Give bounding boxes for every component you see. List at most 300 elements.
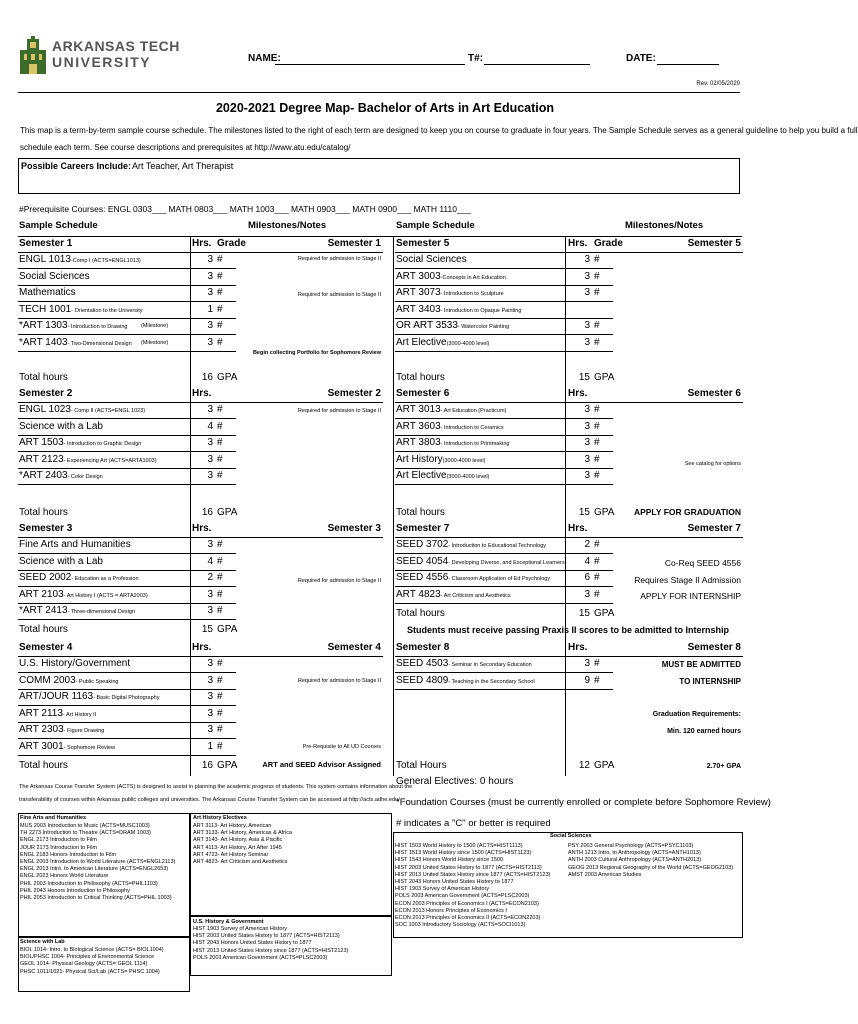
sem1-gpa: GPA: [217, 372, 238, 383]
sem4-note: Required for admission to Stage II: [297, 678, 381, 684]
sem5-course-1[interactable]: [396, 269, 506, 285]
sem1-course-0[interactable]: [19, 252, 141, 268]
sem2-hrs-4: 3: [207, 470, 213, 482]
course-desc: - Art Criticism and Aesthetics: [440, 592, 511, 599]
sem4-hrs-1: 3: [207, 674, 213, 686]
sem6-course-2[interactable]: [396, 435, 509, 451]
sem2-grade-3[interactable]: #: [217, 453, 223, 465]
sem1-note: Begin collecting Portfolio for Sophomore Review: [252, 350, 381, 356]
sem8-grade-1[interactable]: #: [594, 674, 600, 686]
sem8-total: 12: [578, 760, 590, 771]
sem1-hrs-4: 3: [207, 320, 213, 332]
grade-indicator-note: # indicates a "C" or better is required: [396, 818, 551, 829]
sem6-grade-4[interactable]: #: [594, 470, 600, 482]
list-item: HIST 2003 United States History to 1877 (ACTS=HIST2113): [193, 933, 340, 940]
acts-note-line1: The Arkansas Course Transfer System (ACTS) is designed to assist in planning the academic progress of students. This system contains information about the: [19, 784, 413, 790]
university-logo: [18, 36, 48, 74]
sem1-course-1[interactable]: [19, 269, 90, 285]
sem3-grade-2[interactable]: #: [217, 572, 223, 584]
science-box: [18, 937, 190, 992]
sem7-gpa: GPA: [594, 608, 615, 619]
sem1-course-3[interactable]: [19, 302, 142, 318]
list-item: POLS 2003 American Government (ACTS=PLSC2003): [395, 893, 530, 900]
course-code: ART 3803: [396, 437, 441, 449]
row-line: [18, 351, 236, 352]
t-number-field[interactable]: [484, 64, 590, 65]
sem5-grade-header: Grade: [594, 238, 623, 249]
list-item: ART 3133- Art History, Americas & Africa: [193, 830, 293, 837]
list-item: HIST 2013 United States History since 1877 (ACTS=HIST2123): [193, 947, 349, 954]
course-code: OR ART 3533: [396, 320, 458, 332]
sem7-note: Requires Stage II Admission: [634, 575, 741, 585]
sem6-course-0[interactable]: [396, 402, 506, 418]
sem3-course-3[interactable]: [19, 587, 148, 603]
course-code: Science with a Lab: [19, 555, 103, 567]
sem8-label: Semester 8: [396, 642, 450, 653]
course-code: SEED 4503: [396, 658, 449, 669]
row-line: [18, 619, 236, 620]
course-code: Art Elective: [396, 470, 447, 482]
course-code: Fine Arts and Humanities: [19, 539, 131, 550]
sem2-note: Required for admission to Stage II: [297, 408, 381, 414]
list-item: ENGL 2023 Honors World Literature: [20, 873, 109, 880]
course-code: *ART 1303: [19, 320, 68, 332]
list-item: ART 3143- Art History, Asia & Pacific: [193, 837, 283, 844]
social-sciences-list-right: [568, 843, 733, 879]
course-code: Social Sciences: [19, 270, 90, 282]
course-desc: - Experiencing Art (ACTS=ARTA1003): [63, 457, 157, 464]
sem8-grade-0[interactable]: #: [594, 658, 600, 669]
sem1-hrs-5: 3: [207, 337, 213, 348]
sem1-grade-3[interactable]: #: [217, 303, 223, 315]
sem6-hrs-header: Hrs.: [568, 388, 588, 399]
sem2-hrs-0: 3: [207, 404, 213, 415]
sem3-total: 15: [201, 624, 213, 635]
list-item: TH 2273 Introduction to Theatre (ACTS=DRAM 1003): [20, 830, 151, 837]
list-item: HIST 1903 Survey of American History: [395, 886, 490, 893]
course-code: ART 3013: [396, 404, 441, 415]
sem2-course-4[interactable]: [19, 468, 103, 484]
course-desc: - Basic Digital Photography: [93, 695, 160, 702]
sem4-grade-2[interactable]: #: [217, 691, 223, 703]
course-desc: - Sophomore Review: [63, 745, 116, 751]
science-title: Science with Lab: [20, 939, 65, 945]
list-item: HIST 2003 United States History to 1877 (ACTS=HIST2113): [395, 864, 542, 871]
sem3-grade-3[interactable]: #: [217, 588, 223, 600]
foundation-note: *Foundation Courses (must be currently enrolled or complete before Sophomore Review): [396, 797, 771, 808]
row-line: [395, 351, 613, 352]
date-label: DATE:: [626, 53, 656, 64]
sem4-hrs-3: 3: [207, 707, 213, 719]
sem5-course-3[interactable]: [396, 302, 521, 318]
sem7-grade-0[interactable]: #: [594, 539, 600, 550]
list-item: ENGL 2013 Intro. to American Literature (ACTS=ENGL2653): [20, 866, 169, 873]
list-item: AMST 2003 American Studies: [568, 871, 642, 878]
sem2-gpa: GPA: [217, 507, 238, 518]
sem5-grade-0[interactable]: #: [594, 254, 600, 265]
course-code: *ART 1403: [19, 337, 68, 348]
row-line: [18, 755, 236, 756]
course-code: TECH 1001: [19, 303, 72, 315]
list-item: ART 4113- Art History, Art After 1945: [193, 844, 282, 851]
sem6-hrs-2: 3: [584, 437, 590, 449]
sem5-grade-2[interactable]: #: [594, 287, 600, 299]
course-code: ART 3073: [396, 287, 441, 299]
sem3-hrs-3: 3: [207, 588, 213, 600]
list-item: HIST 1903 Survey of American History: [193, 926, 288, 932]
sem5-grade-1[interactable]: #: [594, 270, 600, 282]
list-item: ANTH 1213 Intro. to Anthropology (ACTS=ANTH1013): [568, 850, 701, 857]
course-code: SEED 4054: [396, 555, 449, 567]
sem6-total-label: Total hours: [396, 507, 445, 518]
course-code: SEED 4556: [396, 572, 449, 584]
sem3-gpa: GPA: [217, 624, 238, 635]
sem7-grade-2[interactable]: #: [594, 572, 600, 584]
sem1-grade-1[interactable]: #: [217, 270, 223, 282]
sem3-hrs-2: 2: [207, 572, 213, 584]
course-desc: (3000-4000 level): [446, 341, 490, 347]
sem8-total-label: Total Hours: [396, 760, 447, 771]
sem3-hrs-header: Hrs.: [192, 523, 212, 534]
sem4-grade-1[interactable]: #: [217, 674, 223, 686]
course-desc: - Developing Diverse, and Exceptional Learners: [448, 559, 565, 566]
sem7-total: 15: [578, 608, 590, 619]
sem2-grade-1[interactable]: #: [217, 420, 223, 432]
list-item: ENGL 2183 Honors Introduction to Film: [20, 851, 117, 858]
sem1-grade-5[interactable]: #: [217, 337, 223, 348]
sem1-label: Semester 1: [19, 238, 73, 249]
sem7-note: APPLY FOR INTERNSHIP: [640, 591, 741, 601]
course-desc: (3000-4000 level): [442, 457, 486, 464]
sem1-grade-header: Grade: [217, 238, 246, 249]
sem5-hrs-5: 3: [584, 337, 590, 348]
sem8-course-1[interactable]: [396, 673, 535, 689]
sem2-hrs-2: 3: [207, 437, 213, 449]
sem2-course-3[interactable]: [19, 452, 157, 468]
course-code: ART 3403: [396, 303, 441, 315]
sem5-total: 15: [578, 372, 590, 383]
page-title: 2020-2021 Degree Map- Bachelor of Arts in Art Education: [215, 101, 555, 115]
sem1-hrs-header: Hrs.: [192, 238, 212, 249]
sem6-hrs-3: 3: [584, 453, 590, 465]
sem5-hrs-3: [568, 302, 590, 318]
course-desc: - Watercolor Painting: [457, 324, 510, 331]
course-code: ART 1503: [19, 437, 64, 449]
sem1-note: Required for admission to Stage II: [297, 256, 381, 262]
name-field[interactable]: [275, 64, 465, 65]
sem2-course-1[interactable]: [19, 419, 103, 435]
art-history-title: Art History Electives: [193, 815, 247, 821]
course-desc: - Figure Drawing: [63, 728, 105, 735]
course-code: *ART 2403: [19, 470, 68, 482]
sem6-course-1[interactable]: [396, 419, 504, 435]
sem6-course-3[interactable]: [396, 452, 485, 468]
list-item: ANTH 2003 Cultural Anthropology (ACTS=ANTH2013): [568, 857, 702, 864]
list-item: HIST 2043 Honors United States History to 1877: [193, 940, 312, 947]
sem5-hrs-header: Hrs.: [568, 238, 588, 249]
praxis-note: Students must receive passing Praxis II scores to be admitted to Internship: [406, 625, 730, 635]
course-code: ENGL 1023: [19, 404, 71, 415]
list-item: ENGL 2003 Introduction to World Literature (ACTS=ENGL2113): [20, 859, 176, 866]
sem3-label: Semester 3: [19, 523, 73, 534]
sem7-course-0[interactable]: [396, 537, 546, 553]
revision-date: Rev. 02/05/2020: [696, 81, 740, 87]
sem6-grade-2[interactable]: #: [594, 437, 600, 449]
sem4-hrs-header: Hrs.: [192, 642, 212, 653]
course-desc: - Teaching in the Secondary School: [448, 678, 535, 685]
sem5-grade-5[interactable]: #: [594, 337, 600, 348]
course-desc: - Three-dimensional Design: [67, 609, 136, 616]
sem5-course-5[interactable]: [396, 335, 489, 351]
list-item: MUS 2003 Introduction to Music (ACTS=MUSC1003): [20, 823, 150, 829]
sem3-hrs-0: 3: [207, 539, 213, 550]
fine-arts-list: [20, 823, 175, 902]
sem1-grade-0[interactable]: #: [217, 254, 223, 265]
list-item: PHIL 2043 Honors Introduction to Philosophy: [20, 887, 130, 894]
sem8-note: TO INTERNSHIP: [679, 677, 741, 686]
social-sciences-title: Social Sciences: [550, 833, 592, 839]
intro-text-line1: This map is a term-by-term sample course schedule. The milestones listed to the right of each term are designed to keep you on course to graduate in four years. The Sample Schedule serves as a general guideline to help you build a full: [20, 126, 858, 135]
course-code: Mathematics: [19, 287, 76, 299]
sem8-course-0[interactable]: [396, 656, 532, 672]
course-code: COMM 2003: [19, 674, 76, 686]
course-desc: - Introduction to Sculpture: [440, 291, 504, 298]
sem2-grade-2[interactable]: #: [217, 437, 223, 449]
art-history-list: [193, 823, 292, 866]
sem8-note: 2.70+ GPA: [706, 763, 741, 770]
us-history-list: [193, 926, 348, 962]
sem6-course-4[interactable]: [396, 468, 489, 484]
list-item: PHIL 2053 Introduction to Critical Thinking (ACTS=PHIL 1003): [20, 895, 172, 902]
sem4-grade-4[interactable]: #: [217, 724, 223, 736]
date-field[interactable]: [657, 64, 719, 65]
sem2-hrs-header: Hrs.: [192, 388, 212, 399]
careers-value: Art Teacher, Art Therapist: [132, 161, 234, 171]
sem5-course-0[interactable]: [396, 252, 467, 268]
sem7-course-3[interactable]: [396, 587, 511, 603]
sem6-gpa: GPA: [594, 507, 615, 518]
t-number-label: T#:: [468, 53, 483, 64]
sem3-course-2[interactable]: [19, 570, 139, 586]
sem4-hrs-2: 3: [207, 691, 213, 703]
intro-text-line2: schedule each term. See course descriptions and prerequisites at http://www.atu.edu/catalog/: [20, 143, 351, 152]
sem3-label-right: Semester 3: [327, 523, 381, 534]
sem4-hrs-5: 1: [207, 741, 213, 752]
course-desc: - Color Design: [67, 474, 103, 481]
list-item: PHIL 2003 Introduction to Philosophy (ACTS=PHIL1103): [20, 880, 158, 887]
sem4-label-right: Semester 4: [327, 642, 381, 653]
course-desc: - Public Speaking: [75, 678, 119, 685]
course-desc: - Comp II (ACTS=ENGL 1023): [70, 408, 146, 414]
sem2-hrs-3: 3: [207, 453, 213, 465]
course-desc: - Introduction to Ceramics: [440, 424, 504, 431]
sem1-grade-4[interactable]: #: [217, 320, 223, 332]
list-item: HIST 1543 Honors World History since 1500: [395, 857, 504, 864]
sem3-hrs-1: 4: [207, 555, 213, 567]
sem1-course-2[interactable]: [19, 285, 76, 301]
course-desc: - Art History II: [62, 711, 97, 718]
list-item: POLS 2003 American Government (ACTS=PLSC2003): [193, 954, 328, 961]
sem1-hrs-0: 3: [207, 254, 213, 265]
course-code: ART 3001: [19, 741, 64, 752]
sem7-grade-1[interactable]: #: [594, 555, 600, 567]
sem6-hrs-4: 3: [584, 470, 590, 482]
prerequisite-courses: #Prerequisite Courses: ENGL 0303___ MATH 0803___ MATH 1003___ MATH 0903___ MATH 0900___ MATH 1110___: [19, 204, 472, 214]
sem7-hrs-2: 6: [584, 572, 590, 584]
list-item: GEOG 2013 Regional Geography of the World (ACTS=GEOG2103): [568, 864, 734, 871]
sem4-course-4[interactable]: [19, 722, 104, 738]
course-desc: - Seminar in Secondary Education: [448, 662, 532, 668]
sem4-course-5[interactable]: [19, 739, 115, 755]
course-code: Art History: [396, 453, 443, 465]
list-item: BIOL 1014- Intro. to Biological Science (ACTS= BIOL1004): [20, 947, 164, 953]
general-electives: General Electives: 0 hours: [396, 776, 514, 787]
fine-arts-title: Fine Arts and Humanities: [20, 815, 87, 821]
list-item: PSY 2003 General Psychology (ACTS=PSYC1103): [568, 843, 694, 849]
sem8-note: MUST BE ADMITTED: [661, 660, 741, 669]
list-item: ECON 2013 Honors Principles of Economics I: [395, 907, 507, 914]
sem2-label: Semester 2: [19, 388, 73, 399]
sem2-grade-4[interactable]: #: [217, 470, 223, 482]
sem1-label-right: Semester 1: [327, 238, 381, 249]
sem4-note: Pre-Requisite to All UD Courses: [302, 744, 381, 750]
course-code: SEED 4809: [396, 674, 449, 686]
sem3-course-4[interactable]: [19, 603, 135, 619]
list-item: HIST 1503 World History to 1500 (ACTS=HIST1113): [395, 843, 523, 849]
course-desc: -Concepts in Art Education: [440, 274, 506, 281]
sem6-label-right: Semester 6: [687, 388, 741, 399]
sem4-grade-0[interactable]: #: [217, 658, 223, 669]
sem3-grade-1[interactable]: #: [217, 555, 223, 567]
course-code: U.S. History/Government: [19, 658, 131, 669]
sem4-course-3[interactable]: [19, 706, 96, 722]
list-item: BIOL/PHSC 1004- Principles of Environmental Science: [20, 954, 155, 961]
university-name-line1: ARKANSAS TECH: [52, 38, 180, 54]
careers-label: Possible Careers Include:: [21, 161, 132, 171]
list-item: PHSC 1011/1021- Physical Sci/Lab (ACTS= PHSC 1004): [20, 968, 160, 975]
milestones-right: Milestones/Notes: [625, 220, 704, 231]
course-desc: - Introduction to Educational Technology: [448, 543, 547, 549]
sem7-course-2[interactable]: [396, 570, 550, 586]
row-line: [395, 689, 613, 690]
course-code: ART 3603: [396, 420, 441, 432]
sem6-grade-3[interactable]: #: [594, 453, 600, 465]
sem8-note: Graduation Requirements:: [652, 711, 741, 718]
sem2-grade-0[interactable]: #: [217, 404, 223, 415]
course-code: Social Sciences: [396, 254, 467, 265]
sem7-grade-3[interactable]: #: [594, 588, 600, 600]
sem5-hrs-4: 3: [584, 320, 590, 332]
sample-schedule-left: Sample Schedule: [19, 220, 98, 231]
course-code: ART 4823: [396, 588, 441, 600]
sem1-hrs-2: 3: [207, 287, 213, 299]
list-item: HIST 1513 World History since 1500 (ACTS=HIST1123): [395, 850, 532, 857]
sem1-course-5[interactable]: [19, 335, 132, 351]
list-item: ART 3113- Art History, American: [193, 823, 272, 829]
sem3-course-1[interactable]: [19, 554, 103, 570]
row-line: [18, 484, 236, 485]
course-desc: - Art Education (Practicum): [440, 408, 507, 414]
sem4-course-2[interactable]: [19, 689, 159, 705]
course-desc: - Introduction to Graphic Design: [63, 441, 142, 448]
sem7-label-right: Semester 7: [687, 523, 741, 534]
sem3-course-0[interactable]: [19, 537, 131, 553]
list-item: HIST 2013 United States History since 1877 (ACTS=HIST2123): [395, 871, 551, 878]
course-code: SEED 2002: [19, 572, 72, 584]
sem5-hrs-0: 3: [584, 254, 590, 265]
sem5-course-4[interactable]: [396, 318, 509, 334]
sem4-course-0[interactable]: [19, 656, 130, 672]
sem1-grade-2[interactable]: #: [217, 287, 223, 299]
sem2-course-2[interactable]: [19, 435, 141, 451]
course-code: ART/JOUR 1163: [19, 691, 94, 703]
course-desc: -Comp I (ACTS=ENGL1013): [70, 258, 141, 264]
milestones-left: Milestones/Notes: [248, 220, 327, 231]
sem2-course-0[interactable]: [19, 402, 145, 418]
sem7-label: Semester 7: [396, 523, 450, 534]
milestone-tag: (Milestone): [141, 340, 169, 346]
row-line: [395, 603, 613, 604]
sem7-hrs-1: 4: [584, 555, 590, 567]
sem1-total-label: Total hours: [19, 372, 68, 383]
list-item: SOC 1003 Introductory Sociology (ACTS=SOCI1013): [395, 922, 526, 929]
sem6-hrs-1: 3: [584, 420, 590, 432]
sem6-grade-1[interactable]: #: [594, 420, 600, 432]
sem6-grade-0[interactable]: #: [594, 404, 600, 415]
sem7-hrs-3: 3: [584, 588, 590, 600]
course-code: *ART 2413: [19, 605, 68, 617]
course-code: Science with a Lab: [19, 420, 103, 432]
sem4-course-1[interactable]: [19, 673, 119, 689]
sem5-gpa: GPA: [594, 372, 615, 383]
sem4-grade-3[interactable]: #: [217, 707, 223, 719]
sem6-note: See catalog for options: [684, 461, 741, 467]
sample-schedule-right: Sample Schedule: [396, 220, 475, 231]
sem3-grade-4[interactable]: #: [217, 605, 223, 617]
sem8-label-right: Semester 8: [687, 642, 741, 653]
sem5-hrs-1: 3: [584, 270, 590, 282]
course-code: ART 2123: [19, 453, 64, 465]
sem7-hrs-header: Hrs.: [568, 523, 588, 534]
sem6-total: 15: [578, 507, 590, 518]
sem5-course-2[interactable]: [396, 285, 504, 301]
sem7-hrs-0: 2: [584, 539, 590, 550]
sem3-grade-0[interactable]: #: [217, 539, 223, 550]
acts-note-line2: transferability of courses within Arkansas public colleges and universities. The Arkansas Course Transfer System can be accessed at http://acts.adhe.edu/: [19, 797, 400, 803]
sem8-hrs-0: 3: [584, 658, 590, 669]
sem4-total: 16: [201, 760, 213, 771]
sem6-label: Semester 6: [396, 388, 450, 399]
sem7-course-1[interactable]: [396, 554, 565, 570]
sem7-note: Co-Req SEED 4556: [664, 558, 741, 568]
sem7-total-label: Total hours: [396, 608, 445, 619]
list-item: ENGL 2173 Introduction to Film: [20, 837, 97, 844]
sem4-grade-5[interactable]: #: [217, 741, 223, 752]
sem5-label: Semester 5: [396, 238, 450, 249]
sem1-total: 16: [201, 372, 213, 383]
sem1-course-4[interactable]: [19, 318, 127, 334]
sem5-total-label: Total hours: [396, 372, 445, 383]
list-item: GEOL 1014- Physical Geology (ACTS= GEOL 1114): [20, 961, 148, 968]
social-sciences-list-left: [395, 843, 550, 929]
course-desc: - Classroom Application of Ed Psychology: [448, 576, 551, 583]
milestone-tag: (Milestone): [141, 323, 169, 330]
sem2-total: 16: [201, 507, 213, 518]
course-code: SEED 3702: [396, 539, 449, 550]
list-item: ECON 2003 Principles of Economics I (ACTS=ECON2103): [395, 900, 539, 907]
header-divider: [18, 92, 740, 93]
sem5-grade-4[interactable]: #: [594, 320, 600, 332]
